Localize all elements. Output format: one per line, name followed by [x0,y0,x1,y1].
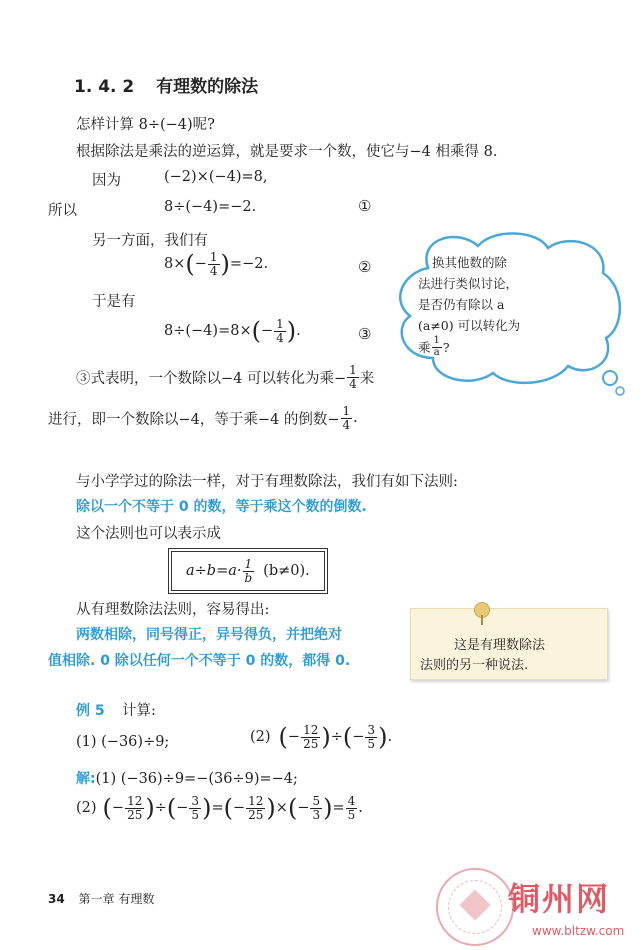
side-note-text: 这是有理数除法 法则的另一种说法. [420,638,546,673]
rule-note: 这个法则也可以表示成 [76,526,221,542]
because-expression: (−2)×(−4)=8, [164,169,268,185]
fraction-one-quarter: $\frac{1}{4}$ [209,250,218,278]
equation-3: 8÷(−4)=8× ( − $\frac{1}{4}$ ) . [164,317,301,346]
example-label: 例 5 [76,703,105,719]
division-rule: 除以一个不等于 0 的数，等于乘这个数的倒数. [76,499,367,515]
sign-rule-line-1: 两数相除，同号得正，异号得负，并把绝对 [76,627,342,643]
derive-text: 从有理数除法法则，容易得出: [76,602,270,618]
section-heading [74,72,258,97]
fraction-one-quarter: $\frac{1}{4}$ [342,404,351,432]
example-q1: (1) (−36)÷9; [76,734,170,750]
equation-2: 8× ( − $\frac{1}{4}$ ) =−2. [164,250,269,279]
bubble-text: 换其他数的除 法进行类似讨论， 是否仍有除以 a (a≠0) 可以转化为 乘 $\frac{1}{a}$ ? [418,255,521,358]
section-number: 1. 4. 2 [74,77,135,97]
because-label: 因为 [92,173,121,189]
intro-paragraph: 根据除法是乘法的逆运算，就是要求一个数，使它与−4 相乘得 8. [76,144,498,160]
logo-brand: 铜州网 [508,880,611,918]
page-number: 34 [48,892,65,906]
fraction-one-quarter: $\frac{1}{4}$ [276,317,284,345]
equation-number-1: ① [358,197,372,215]
fraction-one-over-b: $\frac{1}{b}$ [244,557,253,585]
page-footer [48,890,154,907]
explanation-line-1: ③式表明，一个数除以−4 可以转化为乘− $\frac{1}{4}$ 来 [76,363,375,391]
equation-number-3: ③ [358,325,372,343]
thus-label: 于是有 [92,294,136,310]
logo-seal-icon [436,868,514,946]
so-label: 所以 [48,203,77,219]
other-hand-label: 另一方面，我们有 [92,233,208,249]
fraction-one-quarter: $\frac{1}{4}$ [349,363,357,391]
so-expression: 8÷(−4)=−2. [164,199,257,215]
formula-box: a÷b=a· $\frac{1}{b}$ (b≠0). [168,548,328,594]
pushpin-stem [481,615,483,625]
fraction-one-over-a: $\frac{1}{a}$ [433,335,440,358]
chapter-title: 第一章 有理数 [78,892,155,906]
example-q2: (2) ( − $\frac{12}{25}$ ) ÷ ( − $\frac{3}{5}$ ) . [250,723,393,752]
intro-question: 怎样计算 8÷(−4)呢? [76,117,215,133]
solution-1: 解:(1) (−36)÷9=−(36÷9)=−4; [76,771,298,787]
explanation-line-2: 进行，即一个数除以−4，等于乘−4 的倒数− $\frac{1}{4}$ . [48,404,358,432]
logo-url: www.bltzw.com [532,924,625,938]
equation-number-2: ② [358,258,372,276]
sign-rule-line-2: 值相除. 0 除以任何一个不等于 0 的数，都得 0. [48,653,351,669]
solution-2: (2) ( − $\frac{12}{25}$ ) ÷ ( − $\frac{3}{5}$ ) = ( − $\frac{12}{25}$ ) × ( − $\frac{5}{3}$ ) = $\frac{4}{5}$ . [76,794,363,823]
watermark [436,868,636,946]
section-title: 有理数的除法 [156,77,259,97]
example-title: 计算: [122,703,156,719]
rule-intro: 与小学学过的除法一样，对于有理数除法，我们有如下法则: [76,474,458,490]
